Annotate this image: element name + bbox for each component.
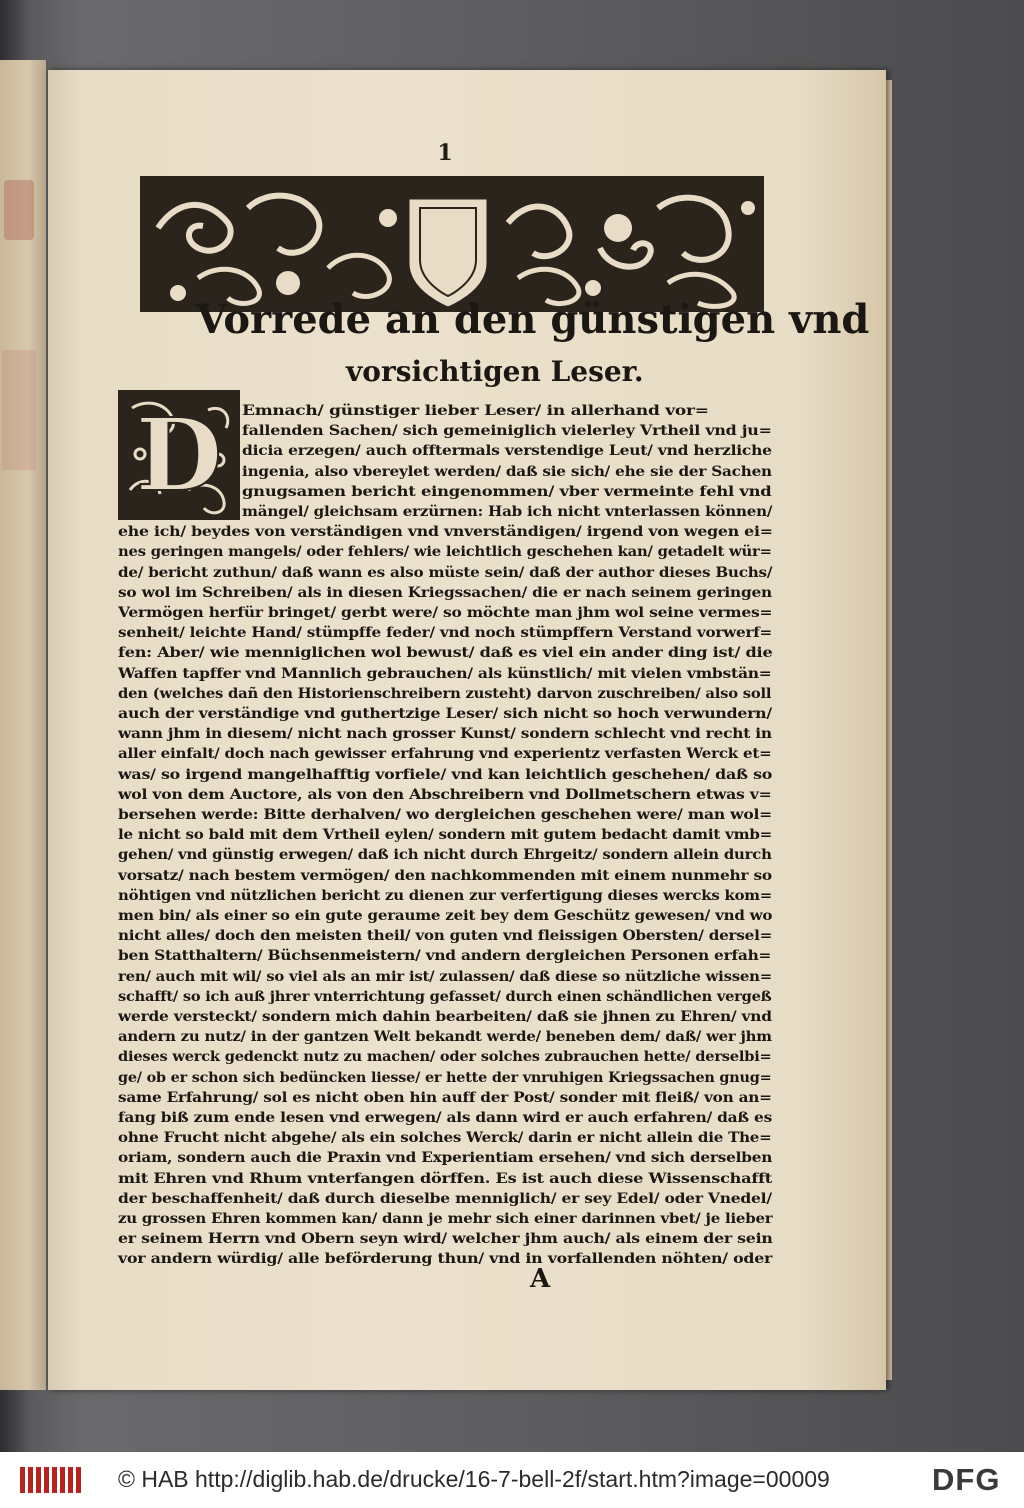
text-line: dieses werck gedenckt nutz zu machen/ oder solches zubrauchen hette/ derselbi=	[118, 1049, 772, 1066]
text-line: andern zu nutz/ in der gantzen Welt bekandt werde/ beneben dem/ daß/ wer jhm	[118, 1029, 772, 1046]
bleed-through	[2, 350, 36, 470]
text-line: wol von dem Auctore, als von den Abschreibern vnd Dollmetschern etwas v=	[118, 786, 772, 803]
text-line: auch der verständige vnd guthertzige Leser/ sich nicht so hoch verwundern/	[118, 706, 772, 722]
source-link[interactable]: © HAB http://diglib.hab.de/drucke/16-7-bell-2f/start.htm?image=00009	[118, 1466, 830, 1492]
heading-line-1: Vorrede an den günstigen vnd	[196, 296, 870, 343]
text-line: fallenden Sachen/ sich gemeiniglich vielerley Vrtheil vnd ju=	[242, 423, 772, 440]
text-line: was/ so irgend mangelhafftig vorfiele/ vnd kan leichtlich geschehen/ daß so	[118, 766, 773, 783]
text-line: ohne Frucht nicht abgehe/ als ein solches Werck/ darin er nicht allein die The=	[118, 1130, 772, 1147]
text-line: vor andern würdig/ alle beförderung thun/ vnd in vorfallenden nöhten/ oder	[118, 1251, 773, 1268]
text-line: dicia erzegen/ auch offtermals verstendige Leut/ vnd herzliche	[242, 443, 772, 460]
text-line: fen: Aber/ wie menniglichen wol bewust/ daß es viel ein ander ding ist/ die	[118, 645, 773, 662]
viewer-footer	[0, 1452, 1024, 1508]
text-line: wann jhm in diesem/ nicht nach grosser Kunst/ sondern schlecht vnd recht in	[118, 726, 772, 743]
text-line: zu grossen Ehren kommen kan/ dann je mehr sich einer darinnen vbet/ je lieber	[118, 1211, 773, 1227]
text-line: den (welches dañ den Historienschreibern zusteht) darvon zuschreiben/ also soll	[118, 685, 772, 702]
text-line: men bin/ als einer so ein gute geraume zeit bey dem Geschütz gewesen/ vnd wo	[118, 908, 773, 924]
text-line: schafft/ so ich auß jhrer vnterrichtung gefasset/ durch einen schändlichen vergeß	[118, 988, 772, 1005]
text-line: fang biß zum ende lesen vnd erwegen/ als dann wird er auch erfahren/ daß es	[118, 1110, 773, 1126]
text-line: werde versteckt/ sondern mich dahin bearbeiten/ daß sie jhnen zu Ehren/ vnd	[118, 1009, 772, 1025]
text-line: gehen/ vnd günstig erwegen/ daß ich nicht durch Ehrgeitz/ sondern allein durch	[118, 847, 772, 864]
previous-page-edge	[0, 60, 46, 1390]
text-line: gnugsamen bericht eingenommen/ vber vermeinte fehl vnd	[242, 483, 772, 500]
text-line: nicht alles/ doch den meisten theil/ von guten vnd fleissigen Obersten/ dersel=	[118, 928, 773, 945]
text-line: Waffen tapffer vnd Mannlich gebrauchen/ als künstlich/ mit vielen vmbstän=	[118, 665, 772, 682]
text-line: ge/ ob er schon sich bedüncken liesse/ er hette der vnruhigen Kriegssachen gnug=	[118, 1069, 772, 1086]
text-line: Emnach/ günstiger lieber Leser/ in allerhand vor=	[242, 403, 709, 419]
text-line: nes geringen mangels/ oder fehlers/ wie leichtlich geschehen kan/ getadelt wür=	[118, 544, 772, 561]
text-line: so wol im Schreiben/ als in diesen Kriegssachen/ die er nach seinem geringen	[118, 584, 773, 601]
text-line: aller einfalt/ doch nach gewisser erfahrung vnd experientz verfasten Werck et=	[118, 746, 772, 763]
signature-mark: A	[530, 1264, 551, 1294]
text-line: mängel/ gleichsam erzürnen: Hab ich nicht vnterlassen können/	[242, 504, 773, 520]
dfg-logo: DFG	[932, 1462, 1001, 1497]
library-stamp	[4, 180, 34, 240]
folio-number: 1	[437, 140, 453, 166]
decorated-initial	[118, 390, 240, 520]
text-line: le nicht so bald mit dem Vrtheil eylen/ sondern mit gutem bedacht damit vmb=	[118, 827, 773, 844]
text-line: senheit/ leichte Hand/ stümpffe feder/ vnd noch stümpffern Verstand vorwerf=	[118, 625, 773, 642]
text-line: ren/ auch mit wil/ so viel als an mir ist/ zulassen/ daß diese so nützliche wissen=	[118, 968, 772, 985]
text-line: ben Statthaltern/ Büchsenmeistern/ vnd andern dergleichen Personen erfah=	[118, 948, 772, 965]
text-line: mit Ehren vnd Rhum vnterfangen dörffen. Es ist auch diese Wissenschafft	[118, 1170, 773, 1187]
text-line: der beschaffenheit/ daß durch dieselbe menniglich/ er sey Edel/ oder Vnedel/	[118, 1190, 772, 1207]
text-line: oriam, sondern auch die Praxin vnd Experientiam ersehen/ vnd sich derselben	[118, 1150, 773, 1167]
text-line: er seinem Herrn vnd Obern seyn wird/ welcher jhm auch/ als einem der sein	[118, 1231, 773, 1248]
heading-line-2: vorsichtigen Leser.	[346, 355, 644, 388]
text-line: bersehen werde: Bitte derhalven/ wo dergleichen geschehen were/ man wol=	[118, 807, 772, 823]
text-line: same Erfahrung/ sol es nicht oben hin auff der Post/ sonder mit fleiß/ von an=	[118, 1089, 772, 1106]
hab-library-logo	[18, 1465, 98, 1495]
text-line: ingenia, also vbereylet werden/ daß sie sich/ ehe sie der Sachen	[242, 463, 772, 480]
text-line: vorsatz/ nach bestem vermögen/ den nachkommenden mit einem nunmehr so	[118, 867, 772, 884]
initial-letter: D	[135, 396, 223, 514]
text-line: Vermögen herfür bringet/ gerbt were/ so möchte man jhm wol seine vermes=	[118, 605, 773, 621]
text-line: de/ bericht zuthun/ daß wann es also müste sein/ daß der author dieses Buchs/	[118, 564, 773, 581]
text-line: nöhtigen vnd nützlichen bericht zu dienen zur verfertigung dieses wercks kom=	[118, 887, 773, 904]
text-line: ehe ich/ beydes von verständigen vnd vnverständigen/ irgend von wegen ei=	[118, 524, 773, 541]
